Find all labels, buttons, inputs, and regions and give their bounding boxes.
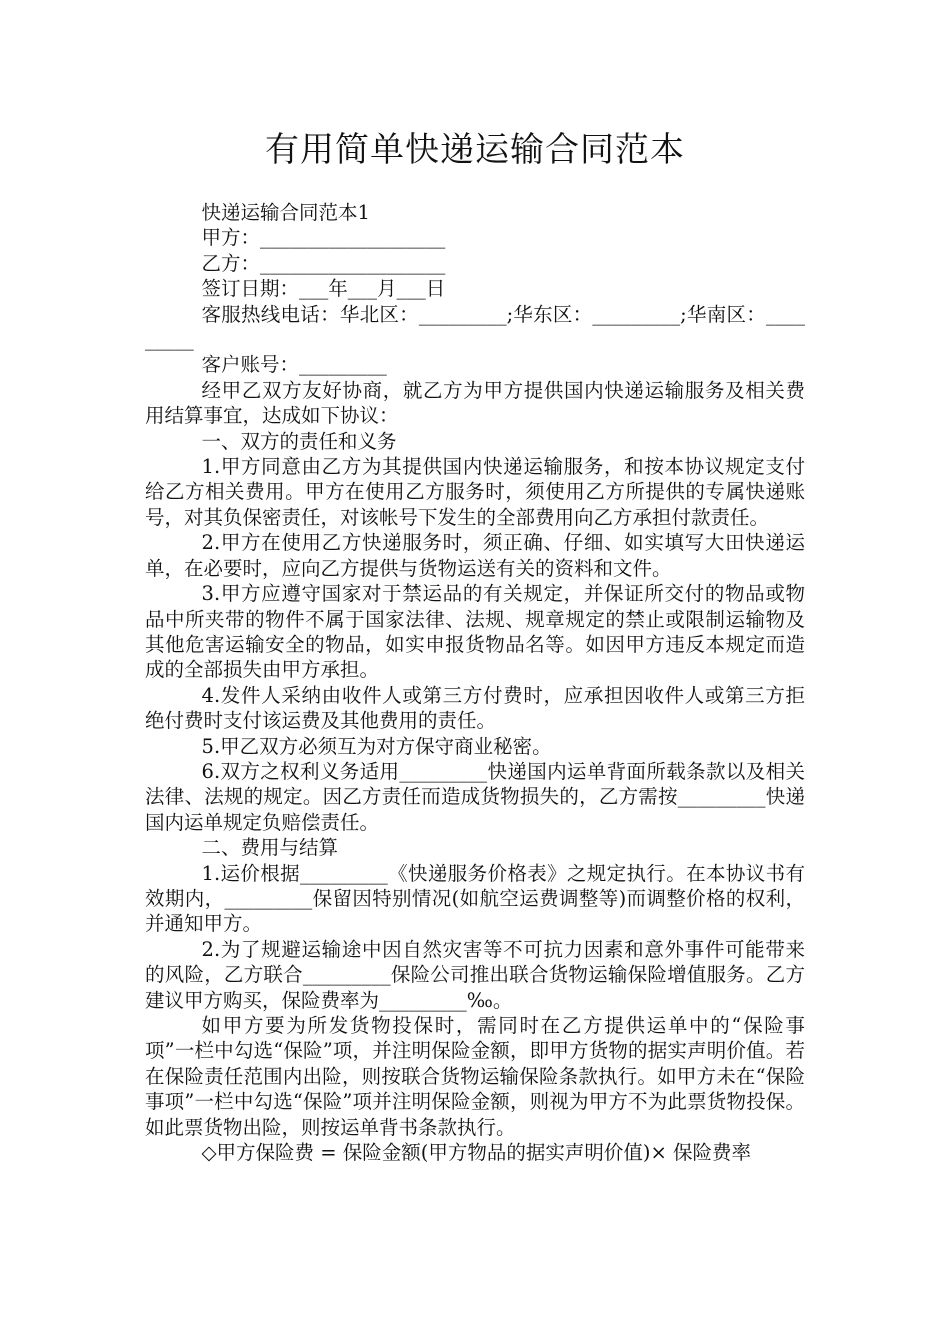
paragraph-insurance: 如甲方要为所发货物投保时，需同时在乙方提供运单中的“保险事项”一栏中勾选“保险”项，并注明保险金额，即甲方货物的据实声明价值。若在保险责任范围内出险，则按联合货物运输保险条款执行。如甲方未在“保险事项”一栏中勾选“保险”项并注明保险金额，则视为甲方不为此票货物投保。如此票货物出险，则按运单背书条款执行。	[145, 1014, 805, 1139]
clause-1-5: 5.甲乙双方必须互为对方保守商业秘密。	[201, 734, 552, 758]
paragraph-account: 客户账号：_________	[201, 353, 387, 377]
paragraph-hotline: 客服热线电话：华北区：_________;华东区：_________;华南区：_________	[145, 302, 805, 352]
paragraph-intro: 经甲乙双方友好协商，就乙方为甲方提供国内快递运输服务及相关费用结算事宜，达成如下协议：	[145, 378, 805, 428]
clause-1-3: 3.甲方应遵守国家对于禁运品的有关规定，并保证所交付的物品或物品中所夹带的物件不属于国家法律、法规、规章规定的禁止或限制运输物及其他危害运输安全的物品，如实申报货物品名等。如因甲方违反本规定而造成的全部损失由甲方承担。	[145, 582, 805, 682]
clause-1-1: 1.甲方同意由乙方为其提供国内快递运输服务，和按本协议规定支付给乙方相关费用。甲方在使用乙方服务时，须使用乙方所提供的专属快递账号，对其负保密责任，对该帐号下发生的全部费用向乙方承担付款责任。	[145, 455, 805, 529]
paragraph-party-a: 甲方：___________________	[201, 226, 446, 250]
paragraph-party-b: 乙方：___________________	[201, 251, 446, 275]
document-title: 有用简单快递运输合同范本	[265, 130, 685, 170]
clause-2-1: 1.运价根据_________《快递服务价格表》之规定执行。在本协议书有效期内，_________保留因特别情况(如航空运费调整等)而调整价格的权利，并通知甲方。	[145, 861, 805, 936]
clause-1-4: 4.发件人采纳由收件人或第三方付费时，应承担因收件人或第三方拒绝付费时支付该运费及其他费用的责任。	[145, 683, 805, 733]
clause-2-2: 2.为了规避运输途中因自然灾害等不可抗力因素和意外事件可能带来的风险，乙方联合_________保险公司推出联合货物运输保险增值服务。乙方建议甲方购买，保险费率为_________‰。	[145, 937, 805, 1012]
section-heading-responsibilities: 一、双方的责任和义务	[201, 429, 397, 453]
section-heading-fees: 二、费用与结算	[201, 836, 339, 860]
paragraph-sign-date: 签订日期：___年___月___日	[201, 277, 446, 301]
document-body	[145, 200, 805, 1165]
clause-1-2: 2.甲方在使用乙方快递服务时，须正确、仔细、如实填写大田快递运单，在必要时，应向乙方提供与货物运送有关的资料和文件。	[145, 531, 805, 580]
clause-1-6: 6.双方之权利义务适用_________快递国内运单背面所载条款以及相关法律、法规的规定。因乙方责任而造成货物损失的，乙方需按_________快递国内运单规定负赔偿责任。	[145, 759, 805, 834]
paragraph-insurance-formula: ◇甲方保险费 = 保险金额(甲方物品的据实声明价值)× 保险费率	[201, 1141, 752, 1165]
paragraph-contract-sample: 快递运输合同范本1	[201, 201, 370, 224]
